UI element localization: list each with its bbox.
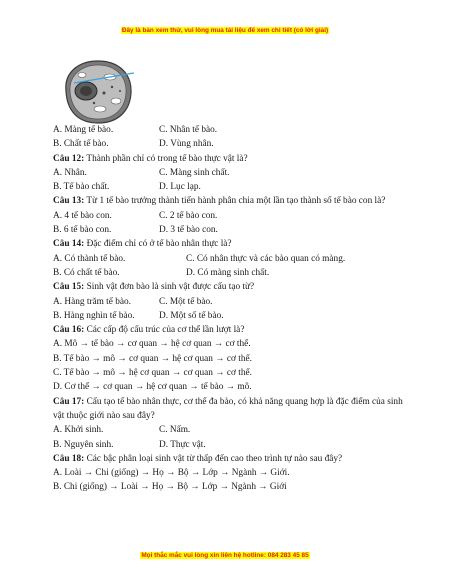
q17-label: Câu 17: [53, 396, 85, 407]
q14-text: Đặc điểm chỉ có ở tế bào nhân thực là? [84, 239, 232, 250]
q13-stem [53, 194, 403, 208]
q16-label: Câu 16: [53, 325, 85, 336]
q17-options-row-1 [53, 423, 403, 437]
q17-text: Cấu tạo tế bào nhân thực, cơ thể đa bào, có khả năng quang hợp là đặc điểm của sinh vật thuộc giới nào sau đây? [53, 396, 403, 421]
q14-option-d[interactable]: D. Có màng sinh chất. [186, 267, 270, 278]
q16-option-d-row [53, 380, 403, 394]
cell-diagram [56, 55, 136, 129]
q13-option-a[interactable]: A. 4 tế bào con. [53, 210, 112, 221]
q16-option-d[interactable]: D. Cơ thể → cơ quan → hệ cơ quan → tế bào → mô. [53, 382, 252, 393]
q18-stem [53, 452, 403, 466]
q15-option-c[interactable]: C. Một tế bào. [159, 296, 213, 307]
q17-option-b[interactable]: B. Nguyên sinh. [53, 439, 114, 450]
hotline-notice-text: Mọi thắc mắc vui lòng xin liên hệ hotline: 084 283 45 85 [141, 552, 309, 559]
q15-label: Câu 15: [53, 282, 85, 293]
q18-option-a[interactable]: A. Loài → Chi (giống) → Họ → Bộ → Lớp → Ngành → Giới. [53, 468, 290, 479]
q14-options-row-2 [53, 266, 403, 280]
q16-option-c[interactable]: C. Tế bào → mô → hệ cơ quan → cơ quan → cơ thể. [53, 368, 252, 379]
q12-option-c[interactable]: C. Màng sinh chất. [159, 167, 230, 178]
q12-options-row-2 [53, 180, 403, 194]
q12-text: Thành phần chỉ có trong tế bào thực vật là? [84, 153, 248, 164]
q17-option-d[interactable]: D. Thực vật. [159, 439, 206, 450]
q15-text: Sinh vật đơn bào là sinh vật được cấu tạo từ? [84, 282, 255, 293]
q14-stem [53, 237, 403, 251]
q12-option-d[interactable]: D. Lục lạp. [159, 182, 201, 193]
q11-option-c[interactable]: C. Nhân tế bào. [159, 125, 218, 135]
q15-options-row-2 [53, 309, 403, 323]
q15-option-b[interactable]: B. Hàng nghìn tế bào. [53, 310, 135, 321]
q13-option-c[interactable]: C. 2 tế bào con. [159, 210, 218, 221]
question-content [53, 123, 403, 495]
q18-option-b[interactable]: B. Chi (giống) → Loài → Họ → Bộ → Lớp → Ngành → Giới [53, 482, 287, 493]
q13-option-b[interactable]: B. 6 tế bào con. [53, 225, 112, 236]
q17-options-row-2 [53, 438, 403, 452]
q11-option-b[interactable]: B. Chất tế bào. [53, 139, 109, 150]
q14-label: Câu 14: [53, 239, 85, 250]
hotline-notice [0, 552, 450, 559]
q18-option-b-row [53, 480, 403, 494]
q16-text: Các cấp độ cấu trúc của cơ thể lần lượt là? [84, 325, 245, 336]
q15-option-d[interactable]: D. Một số tế bào. [159, 310, 224, 321]
q14-options-row-1 [53, 252, 403, 266]
q18-text: Các bậc phân loại sinh vật từ thấp đến cao theo trình tự nào sau đây? [84, 453, 343, 464]
q11-options-row-2 [53, 137, 403, 151]
q18-option-a-row [53, 466, 403, 480]
q14-option-b[interactable]: B. Có chất tế bào. [53, 267, 120, 278]
q13-options-row-2 [53, 223, 403, 237]
q17-option-c[interactable]: C. Nấm. [159, 425, 191, 436]
q16-option-b-row [53, 352, 403, 366]
q16-option-c-row [53, 366, 403, 380]
preview-notice [0, 27, 450, 34]
q13-label: Câu 13: [53, 196, 85, 207]
q15-options-row-1 [53, 295, 403, 309]
q11-option-d[interactable]: D. Vùng nhân. [159, 139, 214, 150]
q13-text: Từ 1 tế bào trưởng thành tiến hành phân chia một lần tạo thành số tế bào con là? [84, 196, 386, 207]
q11-option-a[interactable]: A. Màng tế bào. [53, 125, 114, 135]
q16-stem [53, 323, 403, 337]
q12-option-a[interactable]: A. Nhân. [53, 167, 87, 178]
preview-notice-text: Đây là bản xem thử, vui lòng mua tài liệu để xem chi tiết (có lời giải) [121, 27, 329, 34]
q16-option-b[interactable]: B. Tế bào → mô → cơ quan → hệ cơ quan → cơ thể. [53, 353, 252, 364]
q11-options-row-1 [53, 123, 403, 137]
q12-stem [53, 152, 403, 166]
q18-label: Câu 18: [53, 453, 85, 464]
q15-stem [53, 280, 403, 294]
q12-label: Câu 12: [53, 153, 85, 164]
q16-option-a[interactable]: A. Mô → tế bào → cơ quan → hệ cơ quan → cơ thể. [53, 339, 251, 350]
q17-stem [53, 395, 403, 424]
q14-option-a[interactable]: A. Có thành tế bào. [53, 253, 126, 264]
q16-option-a-row [53, 337, 403, 351]
q12-options-row-1 [53, 166, 403, 180]
q17-option-a[interactable]: A. Khởi sinh. [53, 425, 104, 436]
q13-option-d[interactable]: D. 3 tế bào con. [159, 225, 218, 236]
q13-options-row-1 [53, 209, 403, 223]
q14-option-c[interactable]: C. Có nhân thực và các bào quan có màng. [186, 253, 346, 264]
q12-option-b[interactable]: B. Tế bào chất. [53, 182, 110, 193]
q15-option-a[interactable]: A. Hàng trăm tế bào. [53, 296, 131, 307]
